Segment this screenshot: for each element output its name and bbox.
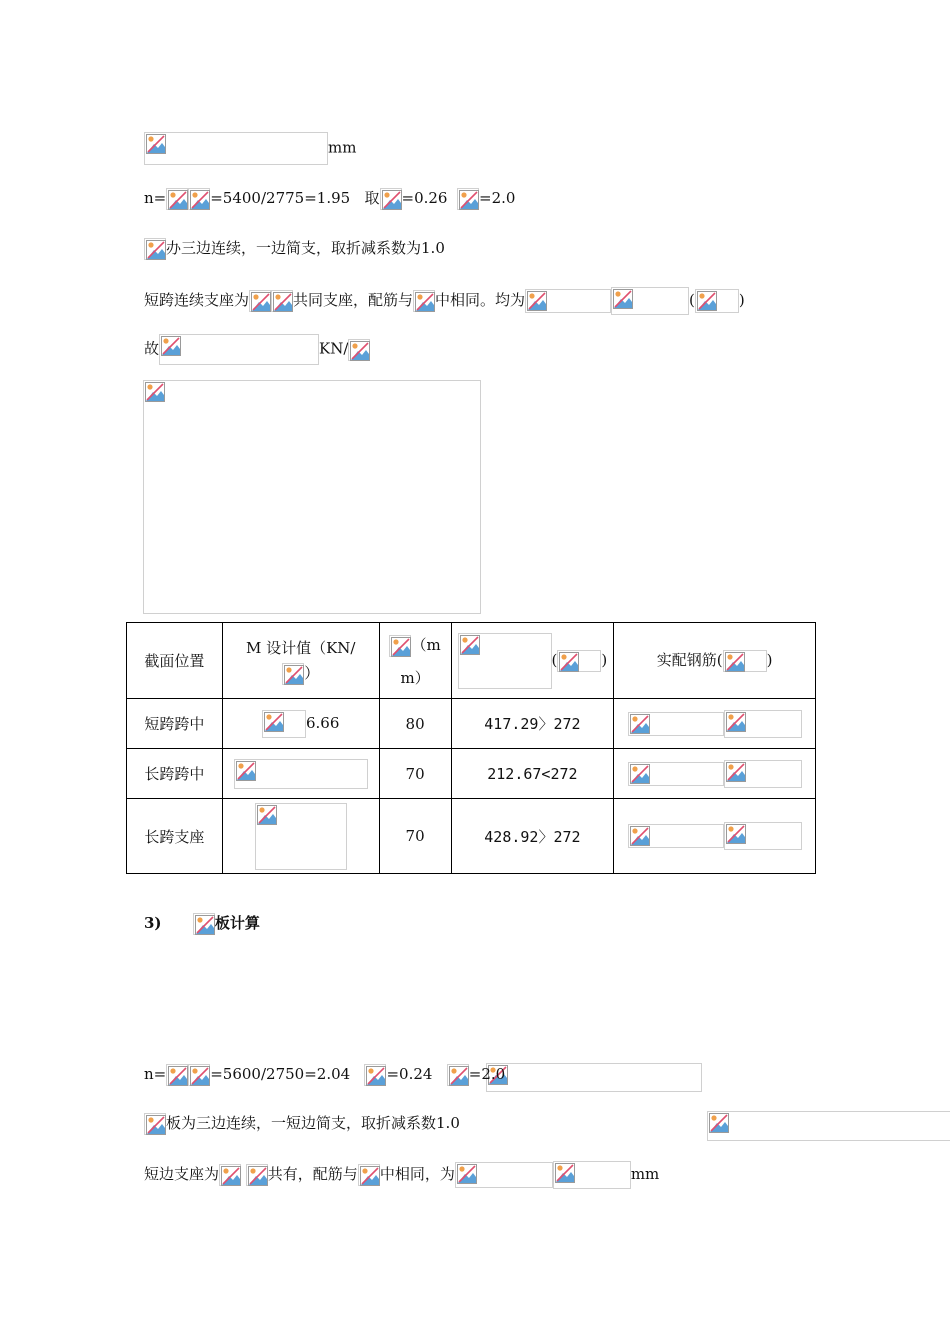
broken-image-icon	[553, 1161, 631, 1189]
broken-image-icon	[457, 188, 479, 210]
broken-image-icon	[166, 1064, 188, 1086]
boundary-text: 办三边连续，一边简支，取折减系数为1.0	[166, 239, 445, 257]
formula-line-6	[144, 1063, 505, 1086]
broken-image-icon	[143, 380, 481, 614]
broken-image-icon	[724, 822, 802, 850]
support-text-3: 中相同。均为	[435, 291, 526, 309]
broken-image-icon	[188, 1064, 210, 1086]
broken-image-icon	[246, 1164, 268, 1186]
broken-image-icon	[611, 287, 689, 315]
ratio-formula: =5400/2775=1.95	[210, 189, 351, 207]
broken-image-icon	[255, 803, 347, 870]
cell-position: 长跨跨中	[127, 749, 223, 799]
broken-image-icon	[166, 188, 188, 210]
broken-image-icon	[389, 635, 411, 657]
table-header-row	[127, 623, 816, 699]
header-moment: M 设计值（KN/ ）	[222, 623, 379, 699]
broken-image-icon	[628, 762, 724, 786]
text-line-5	[144, 334, 370, 365]
cell-area: 428.92〉272	[451, 799, 614, 874]
broken-image-icon	[249, 290, 271, 312]
alpha-value: =0.26	[401, 189, 448, 207]
broken-image-icon	[159, 334, 319, 365]
broken-image-icon	[282, 663, 304, 685]
text-line-4: 短跨连续支座为 共同支座，配筋与 中相同。均为 ( )	[144, 287, 745, 315]
broken-image-icon	[707, 1111, 950, 1141]
cell-moment	[222, 749, 379, 799]
broken-image-icon	[724, 710, 802, 738]
boundary-text: 板为三边连续，一短边简支，取折减系数1.0	[166, 1114, 460, 1132]
broken-image-icon	[525, 289, 611, 313]
broken-image-icon	[358, 1164, 380, 1186]
broken-image-icon	[271, 290, 293, 312]
cell-position: 短跨跨中	[127, 699, 223, 749]
table-row	[127, 749, 816, 799]
broken-image-icon	[723, 650, 767, 672]
beta-value: =2.0	[468, 1065, 506, 1083]
table-row	[127, 799, 816, 874]
ratio-formula: =5600/2750=2.04	[210, 1065, 351, 1083]
support-text-2: 共有，配筋与	[267, 1165, 358, 1183]
beta-value: =2.0	[479, 189, 516, 207]
cell-rebar	[614, 799, 816, 874]
cell-thickness: 70	[379, 799, 451, 874]
therefore-text: 故	[144, 339, 160, 358]
cell-moment	[222, 799, 379, 874]
n-prefix: n=	[144, 1065, 167, 1083]
table-row	[127, 699, 816, 749]
broken-image-icon	[144, 1113, 166, 1135]
broken-image-icon	[364, 1064, 386, 1086]
broken-image-icon	[628, 824, 724, 848]
cell-area: 212.67<272	[451, 749, 614, 799]
cell-rebar	[614, 749, 816, 799]
broken-image-icon	[144, 132, 328, 165]
unit-kn: KN/	[319, 339, 349, 358]
cell-thickness: 80	[379, 699, 451, 749]
header-position: 截面位置	[127, 623, 223, 699]
broken-image-icon	[455, 1162, 553, 1188]
text-line-7	[144, 1112, 460, 1135]
header-rebar: 实配钢筋( )	[614, 623, 816, 699]
reinforcement-table	[126, 622, 816, 874]
support-text-2: 共同支座，配筋与	[293, 291, 414, 309]
broken-image-icon	[628, 712, 724, 736]
header-area: ( )	[451, 623, 614, 699]
alpha-value: =0.24	[386, 1065, 433, 1083]
header-thickness: （m m）	[379, 623, 451, 699]
formula-line-1	[144, 132, 356, 165]
broken-image-icon	[193, 913, 215, 935]
cell-rebar	[614, 699, 816, 749]
n-prefix: n=	[144, 189, 167, 207]
section-number: 3)	[144, 914, 162, 932]
broken-image-icon	[234, 759, 368, 789]
broken-image-icon	[458, 633, 552, 689]
broken-image-icon	[413, 290, 435, 312]
broken-image-icon	[380, 188, 402, 210]
cell-area: 417.29〉272	[451, 699, 614, 749]
text-line-8	[144, 1161, 659, 1189]
cell-moment: 6.66	[222, 699, 379, 749]
take-text: 取	[364, 189, 380, 207]
unit-text: mm	[630, 1165, 660, 1183]
formula-line-2	[144, 187, 515, 210]
broken-image-icon	[144, 238, 166, 260]
broken-image-icon	[348, 339, 370, 361]
broken-image-icon	[262, 710, 306, 738]
support-text-1: 短跨连续支座为	[144, 291, 250, 309]
section-heading	[144, 912, 260, 935]
broken-image-icon	[219, 1164, 241, 1186]
broken-image-icon	[447, 1064, 469, 1086]
cell-position: 长跨支座	[127, 799, 223, 874]
support-text-1: 短边支座为	[144, 1165, 220, 1183]
broken-image-icon	[724, 760, 802, 788]
broken-image-icon	[486, 1063, 702, 1092]
unit-text: mm	[328, 138, 357, 157]
broken-image-icon	[695, 289, 739, 313]
cell-thickness: 70	[379, 749, 451, 799]
text-line-3	[144, 237, 445, 260]
broken-image-icon	[557, 650, 601, 672]
section-title: 板计算	[214, 914, 260, 932]
broken-image-icon	[188, 188, 210, 210]
support-text-3: 中相同，为	[379, 1165, 455, 1183]
